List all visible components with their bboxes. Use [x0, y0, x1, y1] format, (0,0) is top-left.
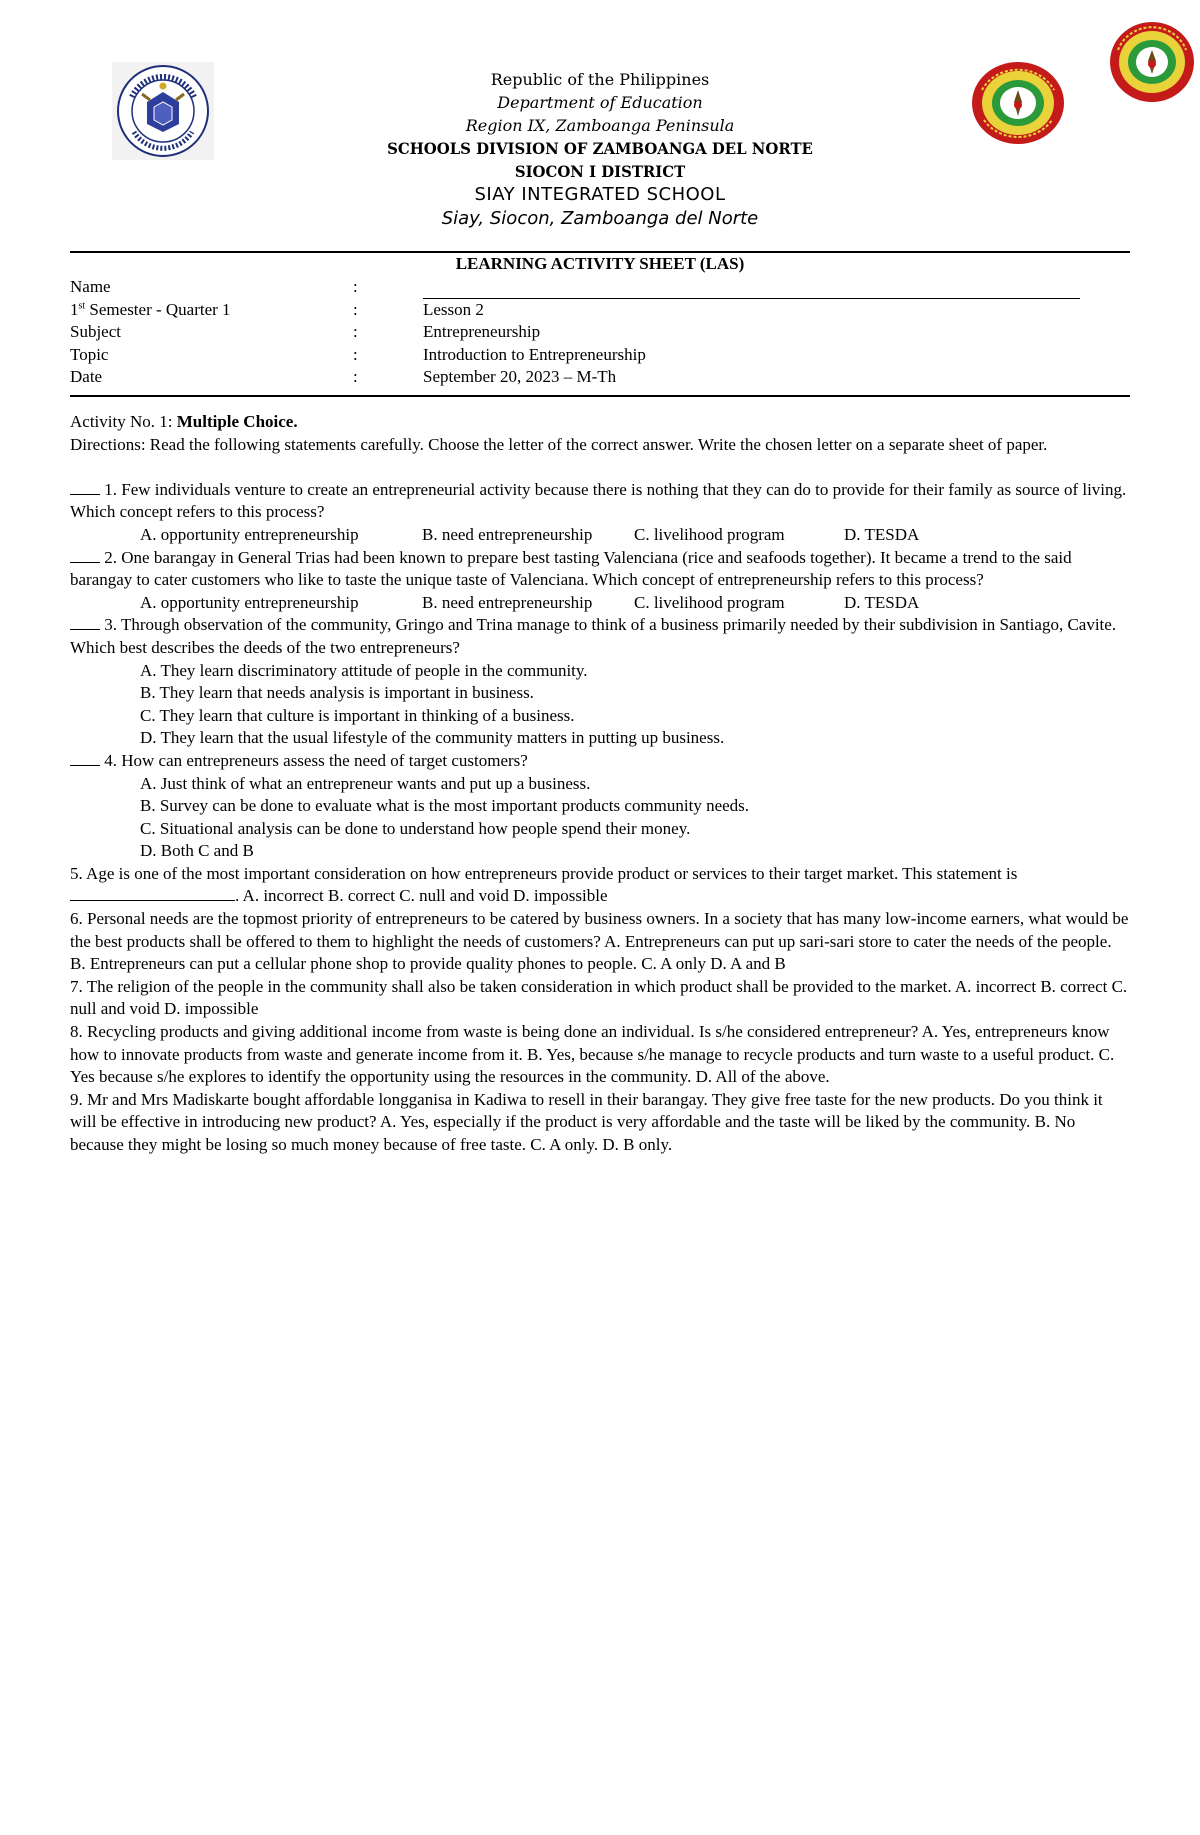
question-8: 8. Recycling products and giving additional income from waste is being done an individual. Is s/he considered entrepreneur? A. Yes, entrepreneurs know how to innovate products from waste and generate income from it. B. Yes, because s/he manage to recycle products and turn waste to a useful product. C. Yes because s/he explores to identify the opportunity using the resources in the community. D. All of the above. — [70, 1022, 1115, 1087]
question-3: 3. Through observation of the community, Gringo and Trina manage to think of a business primarily needed by their subdivision in Santiago, Cavite. Which best describes the deeds of the two entrepreneurs? — [70, 615, 1117, 657]
name-blank-line[interactable] — [423, 298, 1080, 299]
topic-value: Introduction to Entrepreneurship — [423, 345, 646, 364]
department-line: Department of Education — [497, 93, 703, 112]
answer-blank[interactable] — [70, 480, 100, 495]
question-1: 1. Few individuals venture to create an entrepreneurial activity because there is nothing that they can do to provide for their family as source of living. Which concept refers to this process? — [70, 479, 1127, 522]
question-7: 7. The religion of the people in the community shall also be taken consideration in which product shall be provided to the market. A. incorrect B. correct C. null and void D. impossible — [70, 976, 1128, 1019]
school-name: SIAY INTEGRATED SCHOOL — [474, 184, 726, 205]
school-seal-logo — [970, 60, 1066, 146]
district-line: SIOCON I DISTRICT — [514, 162, 686, 181]
region-line: Region IX, Zamboanga Peninsula — [465, 116, 735, 135]
question-2: 2. One barangay in General Trias had been known to prepare best tasting Valenciana (rice and seafoods together). It became a trend to the said barangay to cater customers who like to taste the unique taste of Valenciana. Which concept of entrepreneurship refers to this process? — [70, 547, 1072, 590]
colon: : — [353, 345, 358, 364]
date-label: Date — [70, 367, 103, 386]
question-3-choice-b: B. They learn that needs analysis is important in business. — [140, 683, 534, 703]
colon: : — [353, 367, 358, 386]
school-address: Siay, Siocon, Zamboanga del Norte — [441, 208, 759, 229]
question-6: 6. Personal needs are the topmost priority of entrepreneurs to be catered by business owners. In a society that has many low-income earners, what would be the best products shall be offered to them to highlight the needs of customers? A. Entrepreneurs can put up sari-sari store to cater the needs of the people. B. Entrepreneurs can put a cellular phone shop to provide quality phones to people. C. A only D. A and B — [70, 909, 1129, 974]
header-bottom-rule — [70, 395, 1130, 397]
semester-label: 1st Semester - Quarter 1 — [70, 300, 231, 319]
subject-value: Entrepreneurship — [423, 322, 541, 341]
subject-label: Subject — [70, 322, 121, 341]
directions: Directions: Read the following statements carefully. Choose the letter of the correct answer. Write the chosen letter on a separate sheet of paper. — [70, 434, 1048, 454]
question-4-choice-b: B. Survey can be done to evaluate what is the most important products community needs. — [140, 796, 750, 816]
question-1-choices: A. opportunity entrepreneurship B. need entrepreneurship C. livelihood program D. TESDA — [140, 524, 920, 544]
answer-blank[interactable] — [70, 615, 100, 630]
question-4-choice-a: A. Just think of what an entrepreneur wants and put up a business. — [140, 773, 591, 793]
school-seal-logo-secondary — [1108, 20, 1196, 104]
activity-heading: Activity No. 1: Multiple Choice. — [70, 412, 298, 431]
deped-seal-logo — [112, 62, 214, 160]
colon: : — [353, 322, 358, 341]
division-line: SCHOOLS DIVISION OF ZAMBOANGA DEL NORTE — [387, 139, 813, 158]
question-3-choice-a: A. They learn discriminatory attitude of people in the community. — [140, 660, 588, 680]
topic-label: Topic — [70, 345, 109, 364]
question-2-choices: A. opportunity entrepreneurship B. need entrepreneurship C. livelihood program D. TESDA — [140, 592, 920, 612]
question-4-choice-c: C. Situational analysis can be done to understand how people spend their money. — [140, 818, 691, 838]
colon: : — [353, 277, 358, 296]
question-4-choice-d: D. Both C and B — [140, 841, 254, 861]
activity-body — [70, 411, 1130, 1157]
answer-blank[interactable] — [70, 548, 100, 563]
question-5: 5. Age is one of the most important consideration on how entrepreneurs provide product or services to their target market. This statement is. A. incorrect B. correct C. null and void D. impossible — [70, 863, 1018, 906]
fill-in-blank[interactable] — [70, 886, 235, 901]
lesson-value: Lesson 2 — [423, 300, 484, 319]
las-title: LEARNING ACTIVITY SHEET (LAS) — [455, 254, 745, 273]
question-9: 9. Mr and Mrs Madiskarte bought affordable longganisa in Kadiwa to resell in their barangay. They give free taste for the new products. Do you think it will be effective in introducing new product? A. Yes, especially if the product is very affordable and the taste will be liked by the community. B. No because they might be losing so much money because of free taste. C. A only. D. B only. — [70, 1089, 1103, 1154]
question-3-choice-c: C. They learn that culture is important in thinking of a business. — [140, 705, 575, 725]
answer-blank[interactable] — [70, 751, 100, 766]
header-top-rule — [70, 251, 1130, 253]
date-value: September 20, 2023 – M-Th — [423, 367, 617, 386]
colon: : — [353, 300, 358, 319]
name-label: Name — [70, 277, 111, 296]
republic-line: Republic of the Philippines — [490, 70, 710, 89]
question-4: 4. How can entrepreneurs assess the need of target customers? — [70, 750, 1130, 773]
question-3-choice-d: D. They learn that the usual lifestyle of the community matters in putting up business. — [140, 728, 725, 748]
